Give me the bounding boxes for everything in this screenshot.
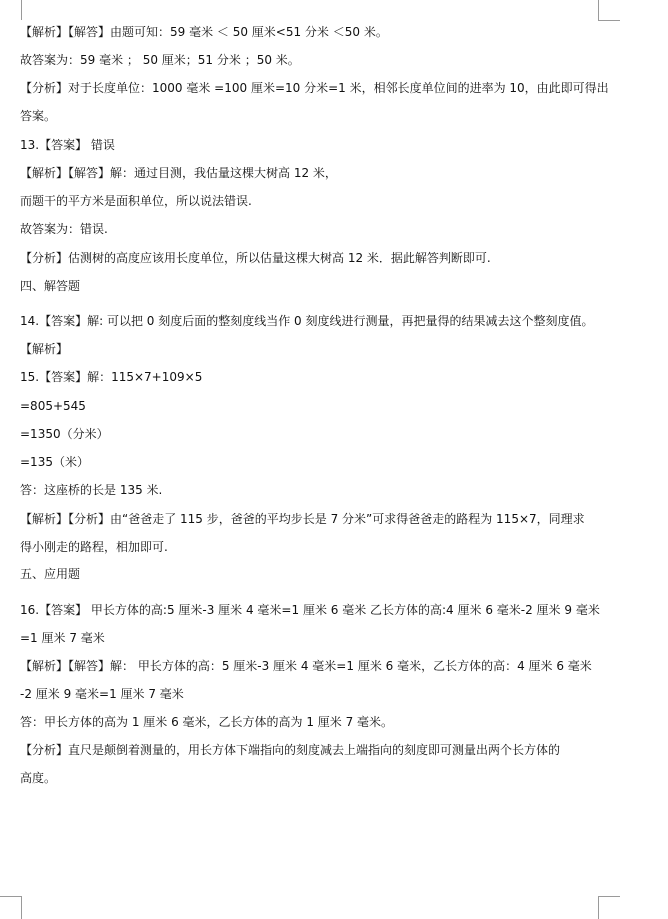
crop-mark-bottom-right-v	[598, 896, 599, 919]
text-line: 15.【答案】解：115×7+109×5	[20, 370, 203, 384]
text-line: 【解析】【解答】解： 甲长方体的高：5 厘米-3 厘米 4 毫米=1 厘米 6 毫米，乙长方体的高：4 厘米 6 毫米	[20, 659, 592, 673]
text-line: 而题干的平方米是面积单位，所以说法错误.	[20, 194, 252, 208]
section-heading: 四、解答题	[20, 279, 81, 293]
text-line: 【解析】【分析】由“爸爸走了 115 步，爸爸的平均步长是 7 分米”可求得爸爸走的路程为 115×7，同理求	[20, 512, 585, 526]
text-line: 高度。	[20, 771, 57, 785]
text-line: 【分析】估测树的高度应该用长度单位，所以估量这棵大树高 12 米．据此解答判断即可.	[20, 251, 491, 265]
text-line: 答：这座桥的长是 135 米.	[20, 483, 163, 497]
crop-mark-top-left-v	[21, 0, 22, 20]
crop-mark-top-right-h	[598, 20, 620, 21]
text-line: =1 厘米 7 毫米	[20, 631, 105, 645]
crop-mark-bottom-left-v	[21, 896, 22, 919]
crop-mark-bottom-right-h	[598, 896, 620, 897]
text-line: -2 厘米 9 毫米=1 厘米 7 毫米	[20, 687, 184, 701]
text-line: 答案。	[20, 109, 57, 123]
text-line: 13.【答案】 错误	[20, 138, 115, 152]
section-heading: 五、应用题	[20, 567, 81, 581]
text-line: 故答案为：59 毫米 ； 50 厘米；51 分米 ；50 米。	[20, 53, 300, 67]
text-line: 【解析】	[20, 342, 69, 356]
text-line: 【解析】【解答】解：通过目测，我估量这棵大树高 12 米，	[20, 166, 337, 180]
text-line: 故答案为：错误.	[20, 222, 108, 236]
crop-mark-top-right-v	[598, 0, 599, 20]
text-line: =135（米）	[20, 455, 89, 469]
text-line: =805+545	[20, 399, 86, 413]
text-line: =1350（分米）	[20, 427, 109, 441]
text-line: 【解析】【解答】由题可知：59 毫米 ＜ 50 厘米<51 分米 ＜50 米。	[20, 25, 388, 39]
text-line: 14.【答案】解: 可以把 0 刻度后面的整刻度线当作 0 刻度线进行测量，再把量得的结果减去这个整刻度值。	[20, 314, 594, 328]
text-line: 16.【答案】 甲长方体的高:5 厘米-3 厘米 4 毫米=1 厘米 6 毫米 乙长方体的高:4 厘米 6 毫米-2 厘米 9 毫米	[20, 603, 600, 617]
text-line: 【分析】直尺是颠倒着测量的，用长方体下端指向的刻度减去上端指向的刻度即可测量出两个长方体的	[20, 743, 561, 757]
text-line: 得小刚走的路程，相加即可.	[20, 540, 168, 554]
text-line: 【分析】对于长度单位：1000 毫米 =100 厘米=10 分米=1 米，相邻长度单位间的进率为 10，由此即可得出	[20, 81, 609, 95]
crop-mark-bottom-left-h	[0, 896, 21, 897]
text-line: 答：甲长方体的高为 1 厘米 6 毫米，乙长方体的高为 1 厘米 7 毫米。	[20, 715, 394, 729]
